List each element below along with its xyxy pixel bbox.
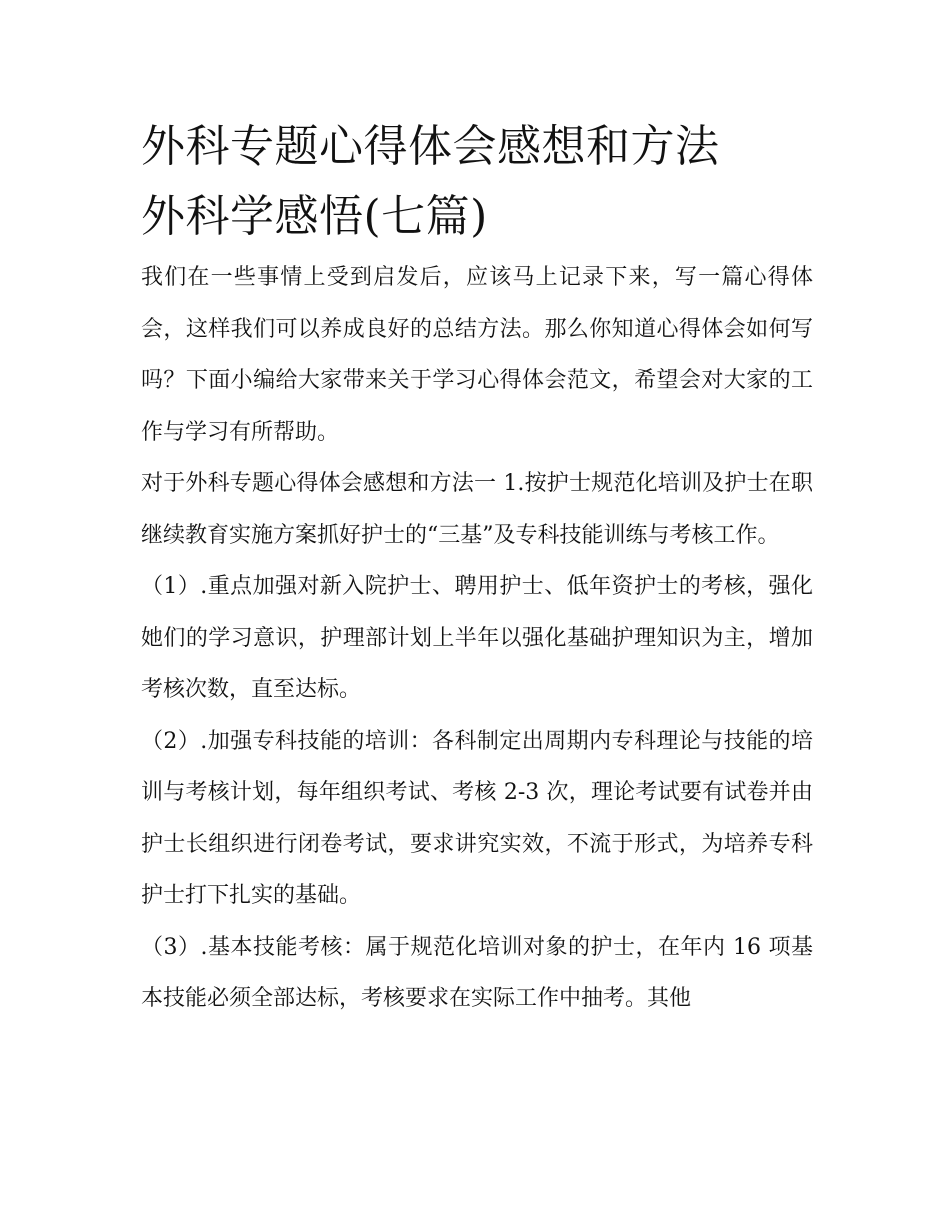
paragraph-item-3: （3）.基本技能考核：属于规范化培训对象的护士，在年内 16 项基本技能必须全部达标，考核要求在实际工作中抽考。其他 bbox=[141, 934, 813, 1011]
paragraph-item-2: （2）.加强专科技能的培训：各科制定出周期内专科理论与技能的培训与考核计划，每年组织考试、考核 2-3 次，理论考试要有试卷并由护士长组织进行闭卷考试，要求讲究实效，不流于形式，为培养专科护士打下扎实的基础。 bbox=[141, 728, 813, 908]
title-line-1: 外科专题心得体会感想和方法 bbox=[141, 121, 720, 172]
document-body bbox=[141, 112, 813, 1025]
paragraph-item-1: （1）.重点加强对新入院护士、聘用护士、低年资护士的考核，强化她们的学习意识，护理部计划上半年以强化基础护理知识为主，增加考核次数，直至达标。 bbox=[141, 574, 813, 702]
paragraph-intro: 我们在一些事情上受到启发后，应该马上记录下来，写一篇心得体会，这样我们可以养成良好的总结方法。那么你知道心得体会如何写吗？下面小编给大家带来关于学习心得体会范文，希望会对大家的工作与学习有所帮助。 bbox=[141, 265, 813, 445]
title-line-2: 外科学感悟(七篇) bbox=[141, 191, 488, 242]
document-title bbox=[141, 112, 813, 252]
paragraph-method-1: 对于外科专题心得体会感想和方法一 1.按护士规范化培训及护士在职继续教育实施方案抓好护士的“三基”及专科技能训练与考核工作。 bbox=[141, 471, 813, 548]
